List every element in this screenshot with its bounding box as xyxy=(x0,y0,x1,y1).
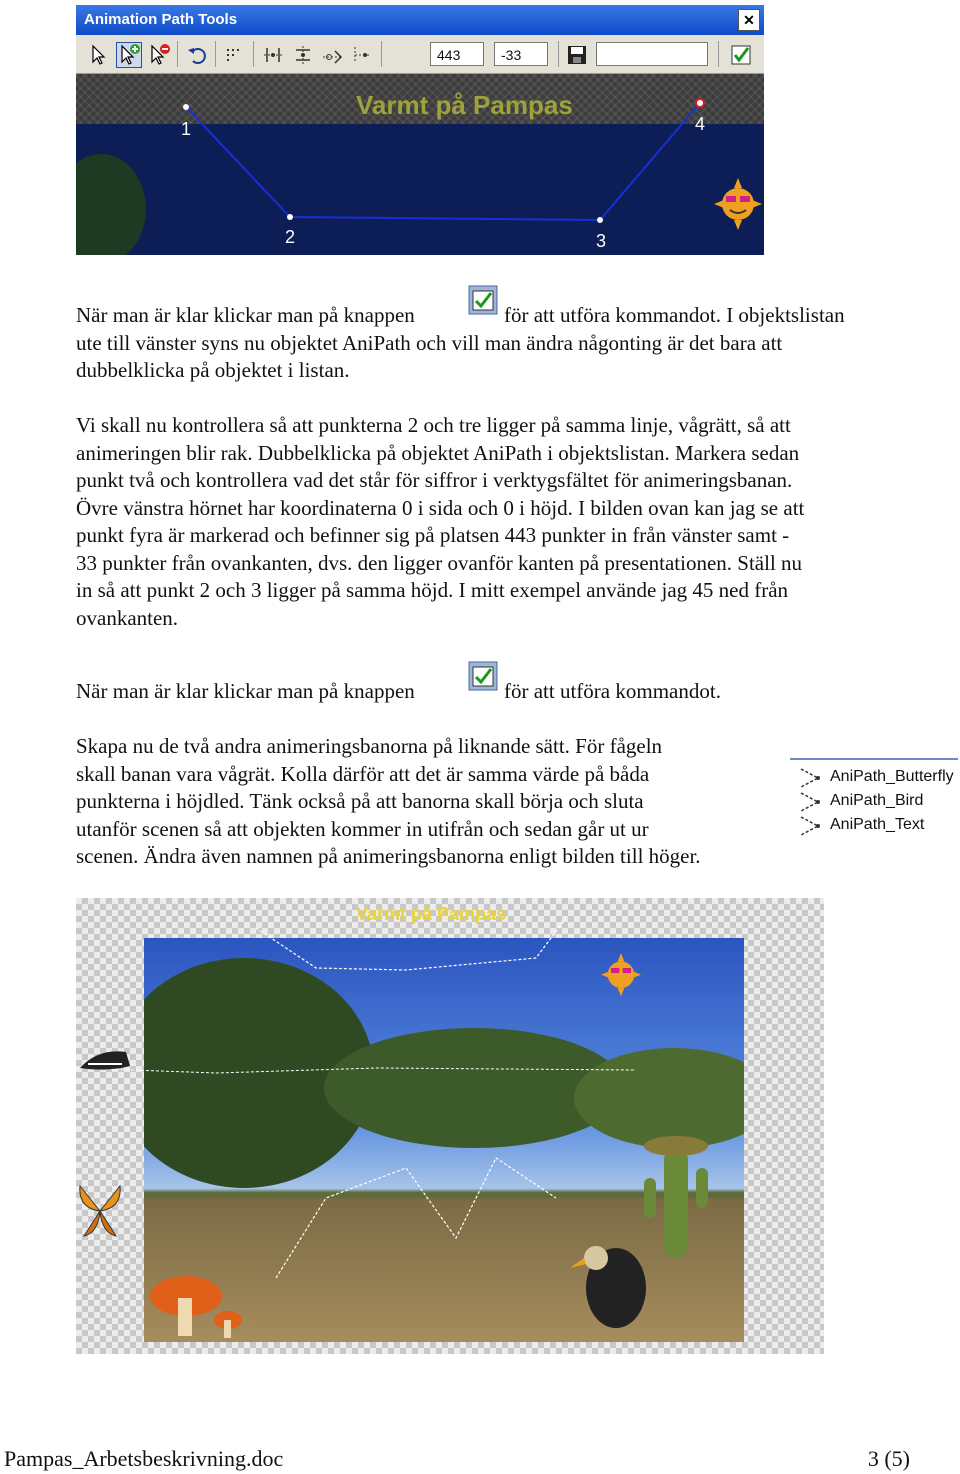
align-vertical-icon[interactable] xyxy=(290,42,316,68)
sun-icon xyxy=(708,172,764,232)
window-title: Animation Path Tools xyxy=(84,11,238,28)
scene-preview xyxy=(76,898,824,1354)
stage-title: Varmt på Pampas xyxy=(356,90,573,120)
paragraph-1-line-2: ute till vänster syns nu objektet AniPath och vill man ändra någonting är det bara att xyxy=(76,331,783,355)
path-object-icon xyxy=(798,814,824,838)
animation-stage-preview xyxy=(76,74,764,255)
paragraph-text: När man är klar klickar man på knappen xyxy=(76,303,415,327)
object-name: AniPath_Butterfly xyxy=(830,768,954,785)
paragraph-3-end: för att utföra kommandot. xyxy=(504,679,721,703)
remove-point-icon[interactable] xyxy=(146,42,172,68)
paragraph-2-line: 33 punkter från ovankanten, dvs. den ligger ovanför kanten på presentationen. Ställ nu xyxy=(76,551,803,575)
scene-title: Varmt på Pampas xyxy=(356,904,507,924)
name-field[interactable] xyxy=(596,42,708,66)
object-list xyxy=(790,758,958,840)
paragraph-1-line-1-end: för att utföra kommandot. I objektslistan xyxy=(504,303,845,327)
paragraph-4-line: utanför scenen så att objekten kommer in utifrån och sedan går ut ur xyxy=(76,817,649,841)
path-toolbar xyxy=(76,35,764,74)
y-coordinate-field[interactable]: -33 xyxy=(494,42,548,66)
x-coordinate-field[interactable]: 443 xyxy=(430,42,484,66)
footer-filename: Pampas_Arbetsbeskrivning.doc xyxy=(4,1446,284,1471)
apply-check-icon[interactable] xyxy=(728,42,754,68)
paragraph-2-line: Vi skall nu kontrollera så att punkterna 2 och tre ligger på samma linje, vågrätt, så att xyxy=(76,413,791,437)
apply-check-icon xyxy=(468,661,498,691)
paragraph-3-start: När man är klar klickar man på knappen xyxy=(76,679,415,703)
object-list-item[interactable] xyxy=(798,790,958,814)
paragraph-2-line: animeringen blir rak. Dubbelklicka på objektet AniPath i objektslistan. Markera sedan xyxy=(76,441,800,465)
path-object-icon xyxy=(798,790,824,814)
path-point-label-2: 2 xyxy=(285,227,296,247)
close-button[interactable]: ✕ xyxy=(738,9,760,31)
paragraph-4-line: scenen. Ändra även namnen på animeringsbanorna enligt bilden till höger. xyxy=(76,844,701,868)
bird-icon xyxy=(78,1038,132,1078)
path-point-label-4: 4 xyxy=(695,114,706,134)
paragraph-4-line: skall banan vara vågrät. Kolla därför att det är samma värde på båda xyxy=(76,762,650,786)
apply-check-icon xyxy=(468,285,498,315)
select-arrow-icon[interactable] xyxy=(86,42,112,68)
footer-page-number: 3 (5) xyxy=(867,1446,910,1471)
paragraph-2-line: ovankanten. xyxy=(76,606,179,630)
path-tool-icon[interactable] xyxy=(320,42,346,68)
object-list-item[interactable] xyxy=(798,814,958,838)
object-list-item[interactable] xyxy=(798,766,958,790)
toolbar-separator xyxy=(718,41,719,67)
animation-path-tools-window xyxy=(76,5,764,255)
path-points-icon[interactable] xyxy=(350,42,376,68)
object-name: AniPath_Bird xyxy=(830,792,924,809)
paragraph-2-line: Övre vänstra hörnet har koordinaterna 0 i sida och 0 i höjd. I bilden ovan kan jag se att xyxy=(76,496,805,520)
window-titlebar[interactable] xyxy=(76,5,764,35)
path-point-label-3: 3 xyxy=(596,231,607,251)
toolbar-separator xyxy=(177,41,178,67)
paragraph-1-line-1 xyxy=(76,302,415,330)
grid-dots-icon[interactable] xyxy=(222,42,248,68)
align-horizontal-icon[interactable] xyxy=(260,42,286,68)
object-name: AniPath_Text xyxy=(830,816,925,833)
toolbar-separator xyxy=(253,41,254,67)
paragraph-2-line: punkt två och kontrollera vad det står för siffror i verktygsfältet för animeringsbanan. xyxy=(76,468,793,492)
paragraph-2-line: in så att punkt 2 och 3 ligger på samma höjd. I mitt exempel använde jag 45 ned från xyxy=(76,578,789,602)
vulture-icon xyxy=(566,1228,656,1338)
sun-icon xyxy=(596,948,646,998)
paragraph-4-line: Skapa nu de två andra animeringsbanorna på liknande sätt. För fågeln xyxy=(76,734,663,758)
toolbar-separator xyxy=(215,41,216,67)
paragraph-4-line: punkterna i höjdled. Tänk också på att banorna skall börja och sluta xyxy=(76,789,644,813)
paragraph-1-line-3: dubbelklicka på objektet i listan. xyxy=(76,358,350,382)
animation-path[interactable] xyxy=(76,74,764,255)
save-disk-icon[interactable] xyxy=(564,42,590,68)
add-point-icon[interactable] xyxy=(116,42,142,68)
mushroom-icon xyxy=(146,1268,246,1343)
paragraph-2-line: punkt fyra är markerad och befinner sig på platsen 443 punkter in från vänster samt - xyxy=(76,523,790,547)
undo-icon[interactable] xyxy=(184,42,210,68)
toolbar-separator xyxy=(558,41,559,67)
path-point-label-1: 1 xyxy=(181,119,192,139)
toolbar-separator xyxy=(381,41,382,67)
path-object-icon xyxy=(798,766,824,790)
butterfly-icon xyxy=(78,1178,122,1244)
